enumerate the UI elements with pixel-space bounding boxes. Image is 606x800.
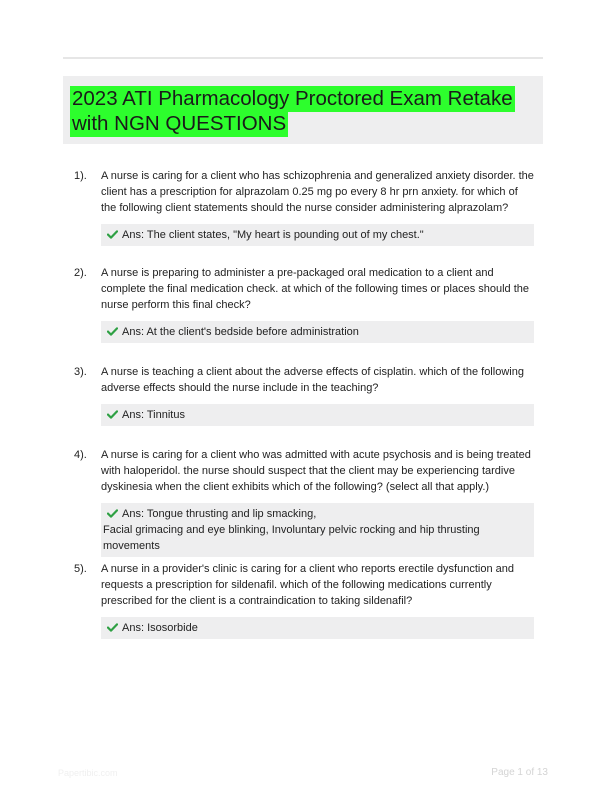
question-number: 3).	[74, 366, 87, 378]
question-text: A nurse is teaching a client about the adverse effects of cisplatin. which of the following adverse effects should the nurse include in the teaching?	[101, 366, 524, 394]
answer-text: Ans: At the client's bedside before administration	[122, 326, 359, 338]
question-text: A nurse is caring for a client who has schizophrenia and generalized anxiety disorder. the client has a prescription for alprazolam 0.25 mg po every 8 hr prn anxiety. for which of the following client statements should the nurse consider administering alprazolam?	[101, 170, 534, 214]
question-number: 5).	[74, 563, 87, 575]
check-icon	[107, 230, 118, 239]
title-highlight: 2023 ATI Pharmacology Proctored Exam Retake with NGN QUESTIONS	[72, 87, 513, 135]
question-number: 2).	[74, 267, 87, 279]
answer-text: Ans: The client states, "My heart is pounding out of my chest."	[122, 229, 424, 241]
answer-text: Ans: Tinnitus	[122, 409, 185, 421]
answer-text: Ans: Tongue thrusting and lip smacking,	[122, 508, 317, 520]
document-title	[70, 86, 540, 136]
answer-box	[101, 321, 534, 343]
footer-watermark: Papertibic.com	[58, 768, 118, 778]
check-icon	[107, 509, 118, 518]
question-text: A nurse is preparing to administer a pre-packaged oral medication to a client and complete the final medication check. at which of the following times or places should the nurse perform this final check?	[101, 267, 530, 311]
answer-text: Ans: Isosorbide	[122, 622, 198, 634]
answer-box	[101, 617, 534, 639]
answer-box	[101, 224, 534, 246]
question-text: A nurse is caring for a client who was admitted with acute psychosis and is being treated with haloperidol. the nurse should suspect that the client may be experiencing tardive dyskinesia when the client exhibits which of the following? (select all that apply.)	[101, 449, 531, 493]
top-divider	[63, 57, 543, 59]
question-text: A nurse in a provider's clinic is caring for a client who reports erectile dysfunction and requests a prescription for sildenafil. which of the following medications currently prescribed for the client is a contraindication to taking sildenafil?	[101, 563, 514, 607]
answer-box	[101, 404, 534, 426]
question-number: 1).	[74, 170, 87, 182]
check-icon	[107, 410, 118, 419]
answer-text-continued: Facial grimacing and eye blinking, Involuntary pelvic rocking and hip thrusting movements	[103, 524, 480, 552]
page-number: Page 1 of 13	[491, 767, 548, 778]
question-number: 4).	[74, 449, 87, 461]
check-icon	[107, 327, 118, 336]
answer-box	[101, 503, 534, 557]
check-icon	[107, 623, 118, 632]
